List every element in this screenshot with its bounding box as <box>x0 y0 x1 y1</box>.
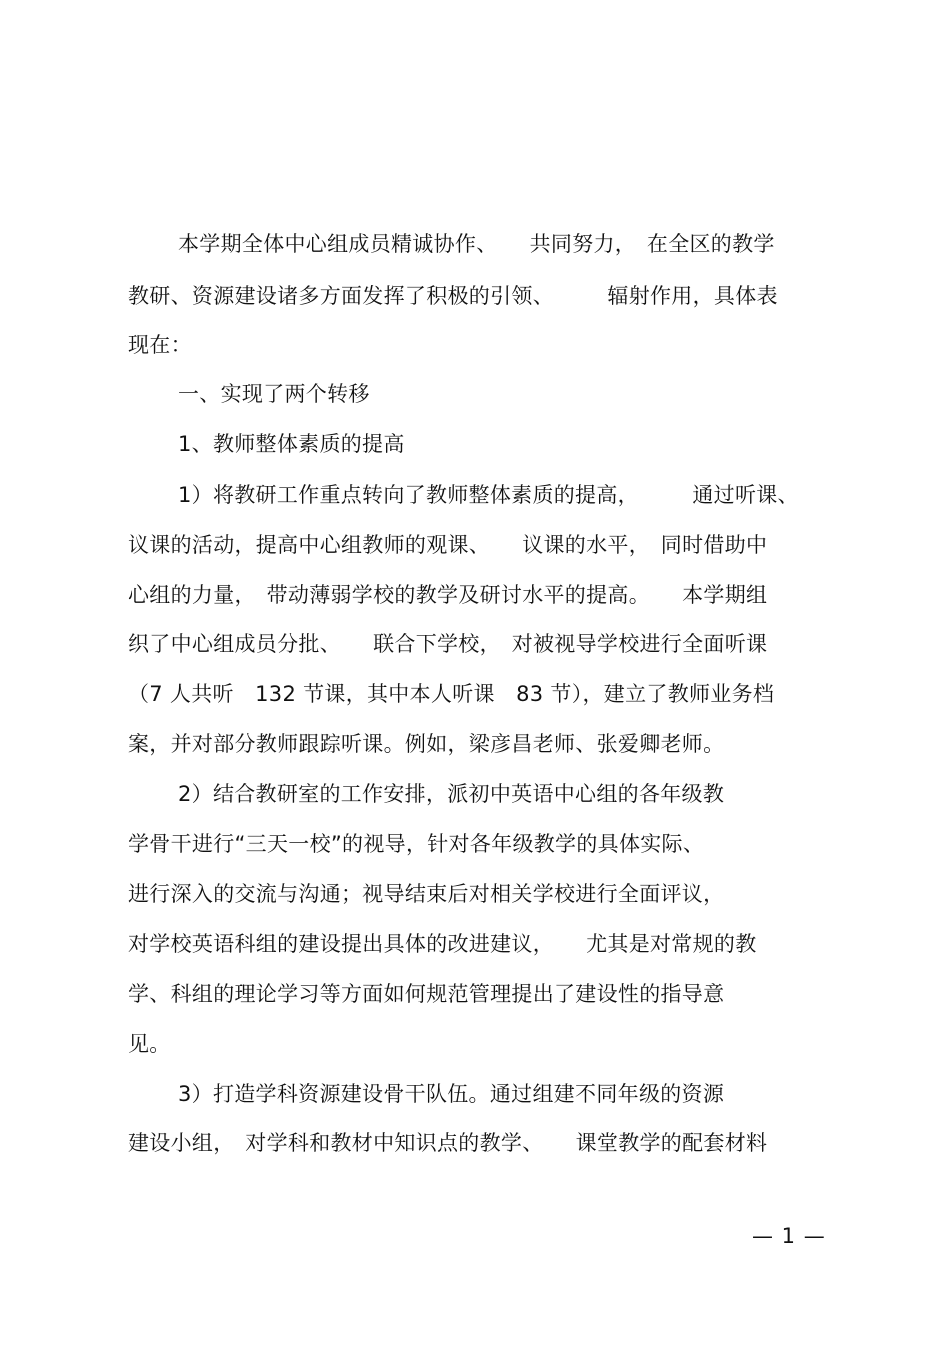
paragraph-1-line-1: 本学期全体中心组成员精诚协作、 共同努力， 在全区的教学 <box>178 232 775 256</box>
section-heading: 一、实现了两个转移 <box>178 382 370 406</box>
item-2-line-1: 2）结合教研室的工作安排，派初中英语中心组的各年级教 <box>178 782 725 806</box>
item-1-line-4: 织了中心组成员分批、 联合下学校， 对被视导学校进行全面听课 <box>128 632 768 656</box>
item-2-line-4: 对学校英语科组的建设提出具体的改进建议， 尤其是对常规的教 <box>128 932 757 956</box>
item-2-line-6: 见。 <box>128 1032 171 1056</box>
item-1-line-6: 案，并对部分教师跟踪听课。例如，梁彦昌老师、张爱卿老师。 <box>128 732 725 756</box>
item-2-line-3: 进行深入的交流与沟通；视导结束后对相关学校进行全面评议， <box>128 882 725 906</box>
item-3-line-1: 3）打造学科资源建设骨干队伍。通过组建不同年级的资源 <box>178 1082 725 1106</box>
item-2-line-5: 学、科组的理论学习等方面如何规范管理提出了建设性的指导意 <box>128 982 725 1006</box>
item-1-line-5: （7 人共听 132 节课，其中本人听课 83 节），建立了教师业务档 <box>128 682 775 706</box>
item-3-line-2: 建设小组， 对学科和教材中知识点的教学、 课堂教学的配套材料 <box>128 1131 768 1155</box>
subsection-heading: 1、教师整体素质的提高 <box>178 432 405 456</box>
page-number: — 1 — <box>752 1224 826 1248</box>
item-2-line-2: 学骨干进行“三天一校”的视导，针对各年级教学的具体实际、 <box>128 832 705 856</box>
item-1-line-1: 1）将教研工作重点转向了教师整体素质的提高， 通过听课、 <box>178 483 799 507</box>
item-1-line-2: 议课的活动，提高中心组教师的观课、 议课的水平， 同时借助中 <box>128 533 768 557</box>
paragraph-1-line-2: 教研、资源建设诸多方面发挥了积极的引领、 辐射作用，具体表 <box>128 284 778 308</box>
item-1-line-3: 心组的力量， 带动薄弱学校的教学及研讨水平的提高。 本学期组 <box>128 583 768 607</box>
paragraph-1-line-3: 现在： <box>128 333 192 357</box>
